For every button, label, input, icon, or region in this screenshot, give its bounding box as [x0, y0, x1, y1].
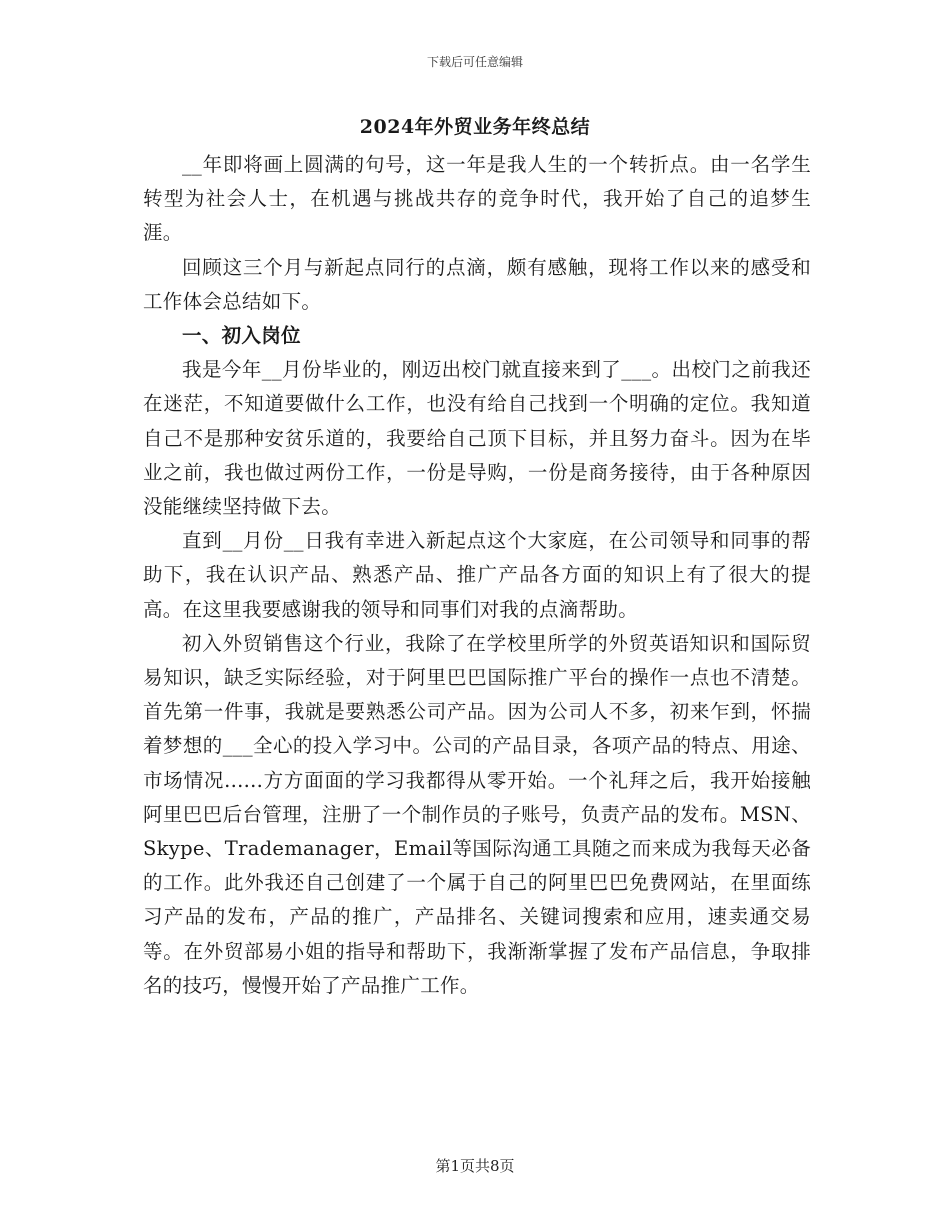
document-body [143, 148, 811, 1003]
page-header-note: 下载后可任意编辑 [426, 55, 523, 69]
paragraph-review: 回顾这三个月与新起点同行的点滴，颇有感触，现将工作以来的感受和工作体会总结如下。 [143, 255, 811, 313]
paragraph-learning: 初入外贸销售这个行业，我除了在学校里所学的外贸英语知识和国际贸易知识，缺乏实际经验，对于阿里巴巴国际推广平台的操作一点也不清楚。首先第一件事，我就是要熟悉公司产品。因为公司人不多，初来乍到，怀揣着梦想的___全心的投入学习中。公司的产品目录，各项产品的特点、用途、市场情况......方方面面的学习我都得从零开始。一个礼拜之后，我开始接触阿里巴巴后台管理，注册了一个制作员的子账号，负责产品的发布。MSN、Skype、Trademanager，Email等国际沟通工具随之而来成为我每天必备的工作。此外我还自己创建了一个属于自己的阿里巴巴免费网站，在里面练习产品的发布，产品的推广，产品排名、关键词搜索和应用，速卖通交易等。在外贸部易小姐的指导和帮助下，我渐渐掌握了发布产品信息，争取排名的技巧，慢慢开始了产品推广工作。 [143, 631, 811, 997]
paragraph-intro: __年即将画上圆满的句号，这一年是我人生的一个转折点。由一名学生转型为社会人士，在机遇与挑战共存的竞争时代，我开始了自己的追梦生涯。 [143, 153, 811, 245]
section-heading-1: 一、初入岗位 [182, 324, 301, 348]
paragraph-joining: 直到__月份__日我有幸进入新起点这个大家庭，在公司领导和同事的帮助下，我在认识产品、熟悉产品、推广产品各方面的知识上有了很大的提高。在这里我要感谢我的领导和同事们对我的点滴帮助。 [143, 529, 811, 621]
document-title: 2024年外贸业务年终总结 [359, 116, 591, 138]
paragraph-graduation: 我是今年__月份毕业的，刚迈出校门就直接来到了___。出校门之前我还在迷茫，不知道要做什么工作，也没有给自己找到一个明确的定位。我知道自己不是那种安贫乐道的，我要给自己顶下目标，并且努力奋斗。因为在毕业之前，我也做过两份工作，一份是导购，一份是商务接待，由于各种原因没能继续坚持做下去。 [143, 358, 811, 519]
page-footer-number: 第1页共8页 [435, 1157, 515, 1175]
